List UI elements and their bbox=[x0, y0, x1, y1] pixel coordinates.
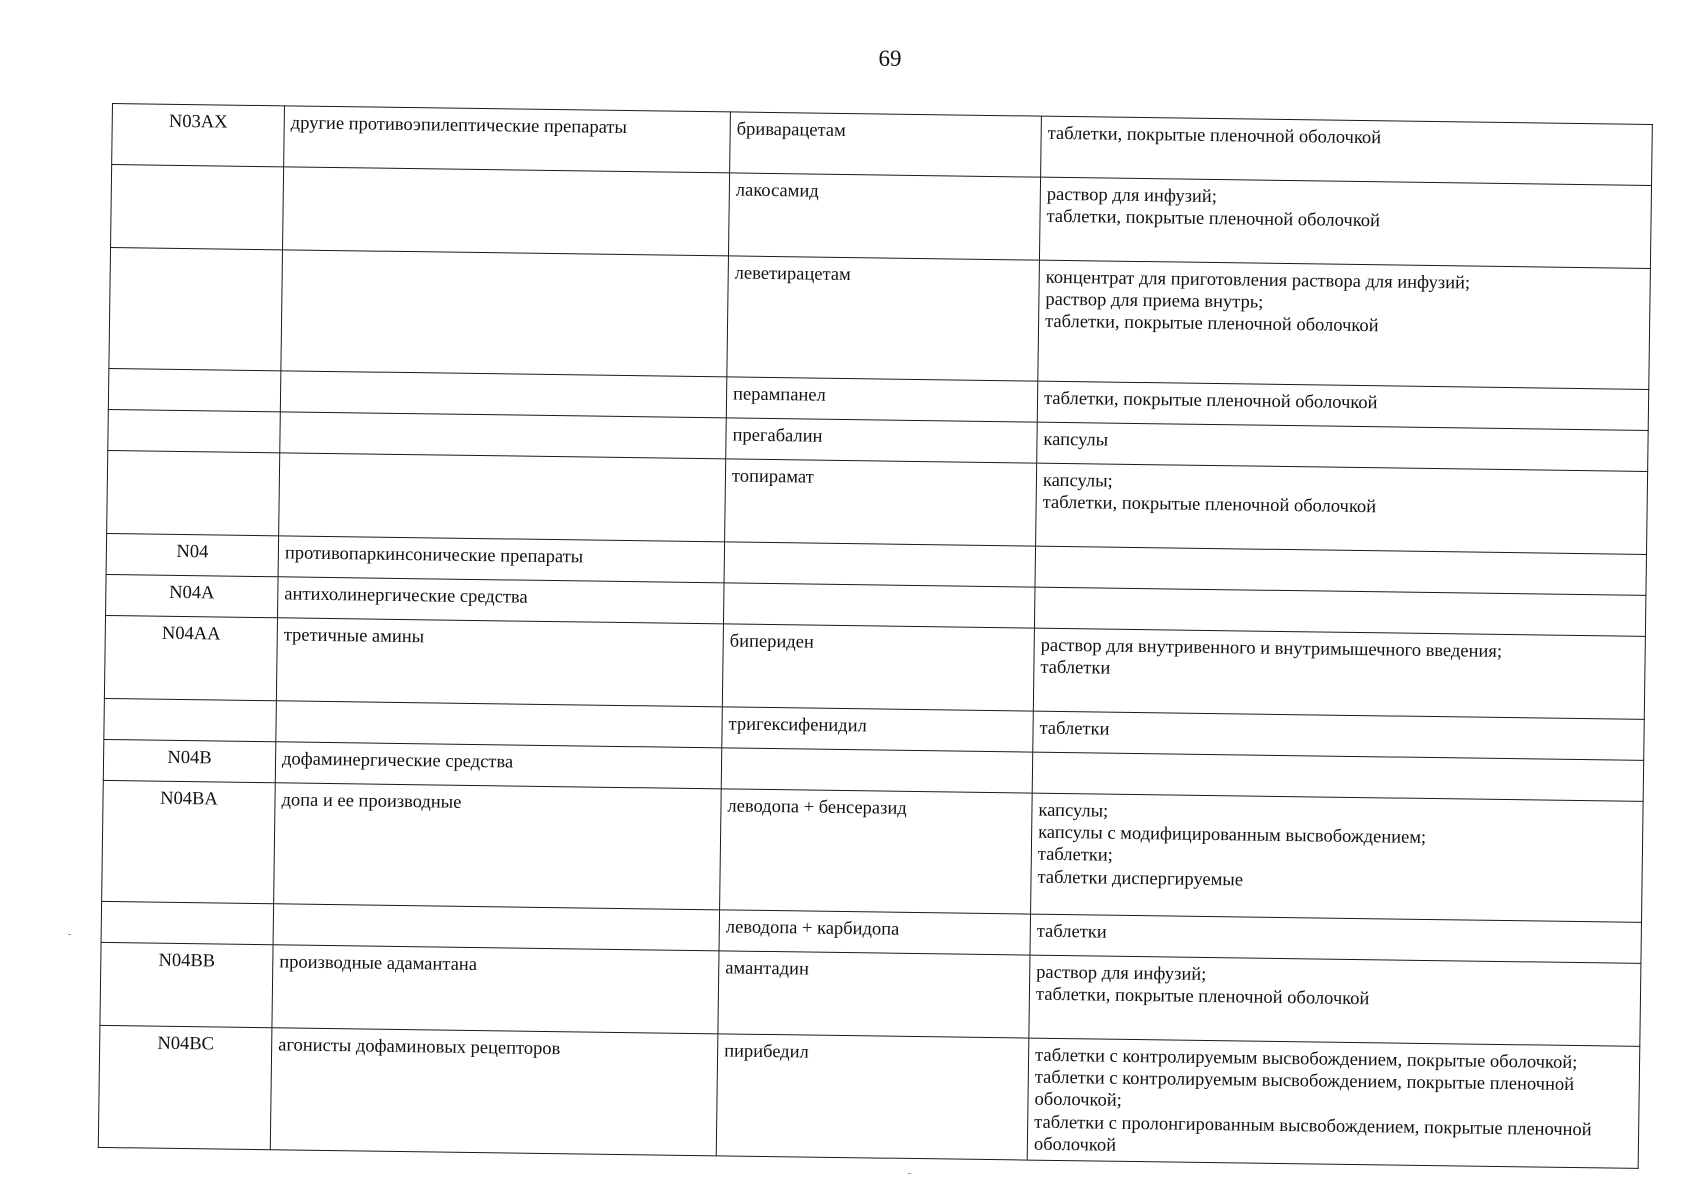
group-name-cell: третичные амины bbox=[276, 618, 723, 707]
dosage-forms-cell: раствор для инфузий; таблетки, покрытые пленочной оболочкой bbox=[1039, 177, 1651, 268]
group-name-cell bbox=[283, 167, 730, 256]
drug-name-cell: прегабалин bbox=[726, 418, 1038, 463]
drug-name-cell: тригексифенидил bbox=[722, 707, 1034, 752]
drug-name-cell: топирамат bbox=[725, 459, 1037, 546]
atc-code-cell bbox=[111, 165, 284, 250]
dosage-forms-cell: таблетки, покрытые пленочной оболочкой bbox=[1037, 381, 1649, 430]
atc-code-cell bbox=[108, 368, 281, 411]
drug-classification-table bbox=[98, 103, 1653, 1169]
dosage-forms-cell: капсулы bbox=[1037, 422, 1649, 471]
scan-speck bbox=[908, 1173, 911, 1174]
dosage-forms-cell: таблетки с контролируемым высвобождением, покрытые оболочкой; таблетки с контролируемым высвобождением, покрытые пленочной оболочкой; таблетки с пролонгированным высвобождением, покрытые пленочной оболочкой bbox=[1027, 1038, 1640, 1168]
group-name-cell: противопаркинсонические препараты bbox=[278, 536, 725, 583]
atc-code-cell: N04A bbox=[106, 574, 279, 617]
dosage-forms-cell: таблетки bbox=[1030, 914, 1642, 963]
scan-speck bbox=[68, 934, 71, 935]
drug-name-cell: бриварацетам bbox=[730, 112, 1042, 177]
group-name-cell bbox=[280, 371, 727, 418]
group-name-cell: производные адамантана bbox=[272, 945, 719, 1034]
drug-name-cell: пирибедил bbox=[716, 1034, 1029, 1160]
drug-name-cell: бипериден bbox=[722, 624, 1034, 711]
group-name-cell bbox=[281, 250, 729, 377]
dosage-forms-cell: концентрат для приготовления раствора для инфузий; раствор для приема внутрь; таблетки, покрытые пленочной оболочкой bbox=[1038, 260, 1651, 389]
group-name-cell bbox=[276, 701, 723, 748]
atc-code-cell: N04BB bbox=[100, 942, 273, 1027]
atc-code-cell bbox=[104, 698, 277, 741]
drug-name-cell bbox=[723, 583, 1035, 628]
atc-code-cell: N04 bbox=[106, 533, 279, 576]
drug-name-cell bbox=[721, 748, 1033, 793]
group-name-cell: антихолинергические средства bbox=[278, 577, 725, 624]
atc-code-cell: N04AA bbox=[104, 615, 277, 700]
group-name-cell bbox=[280, 412, 727, 459]
dosage-forms-cell: раствор для внутривенного и внутримышечного введения; таблетки bbox=[1033, 628, 1645, 719]
atc-code-cell bbox=[101, 901, 274, 944]
dosage-forms-cell: капсулы; таблетки, покрытые пленочной оболочкой bbox=[1036, 463, 1648, 554]
dosage-forms-cell: раствор для инфузий; таблетки, покрытые пленочной оболочкой bbox=[1029, 955, 1641, 1046]
table-row bbox=[102, 780, 1644, 922]
group-name-cell bbox=[273, 904, 720, 951]
atc-code-cell: N03AX bbox=[112, 104, 285, 167]
table-row bbox=[98, 1025, 1640, 1168]
group-name-cell: дофаминергические средства bbox=[275, 742, 722, 789]
table-row bbox=[109, 247, 1651, 389]
drug-name-cell: лакосамид bbox=[728, 173, 1040, 260]
dosage-forms-cell: таблетки, покрытые пленочной оболочкой bbox=[1041, 116, 1653, 185]
drug-name-cell: леводопа + бенсеразид bbox=[720, 789, 1033, 914]
atc-code-cell: N04BA bbox=[102, 780, 276, 903]
atc-code-cell: N04BC bbox=[98, 1025, 272, 1149]
group-name-cell: другие противоэпилептические препараты bbox=[284, 106, 731, 173]
dosage-forms-cell: таблетки bbox=[1033, 711, 1645, 760]
group-name-cell bbox=[279, 453, 726, 542]
dosage-forms-cell: капсулы; капсулы с модифицированным высвобождением; таблетки; таблетки диспергируемые bbox=[1031, 793, 1644, 922]
atc-code-cell: N04B bbox=[103, 739, 276, 782]
atc-code-cell bbox=[108, 409, 281, 452]
atc-code-cell bbox=[109, 247, 283, 370]
drug-name-cell: перампанел bbox=[726, 377, 1038, 422]
group-name-cell: допа и ее производные bbox=[274, 783, 722, 910]
group-name-cell: агонисты дофаминовых рецепторов bbox=[270, 1028, 718, 1156]
page-number: 69 bbox=[878, 46, 902, 71]
drug-name-cell: амантадин bbox=[718, 951, 1030, 1038]
drug-name-cell: леветирацетам bbox=[727, 256, 1040, 381]
atc-code-cell bbox=[107, 450, 280, 535]
drug-name-cell: леводопа + карбидопа bbox=[719, 910, 1031, 955]
drug-name-cell bbox=[724, 542, 1036, 587]
